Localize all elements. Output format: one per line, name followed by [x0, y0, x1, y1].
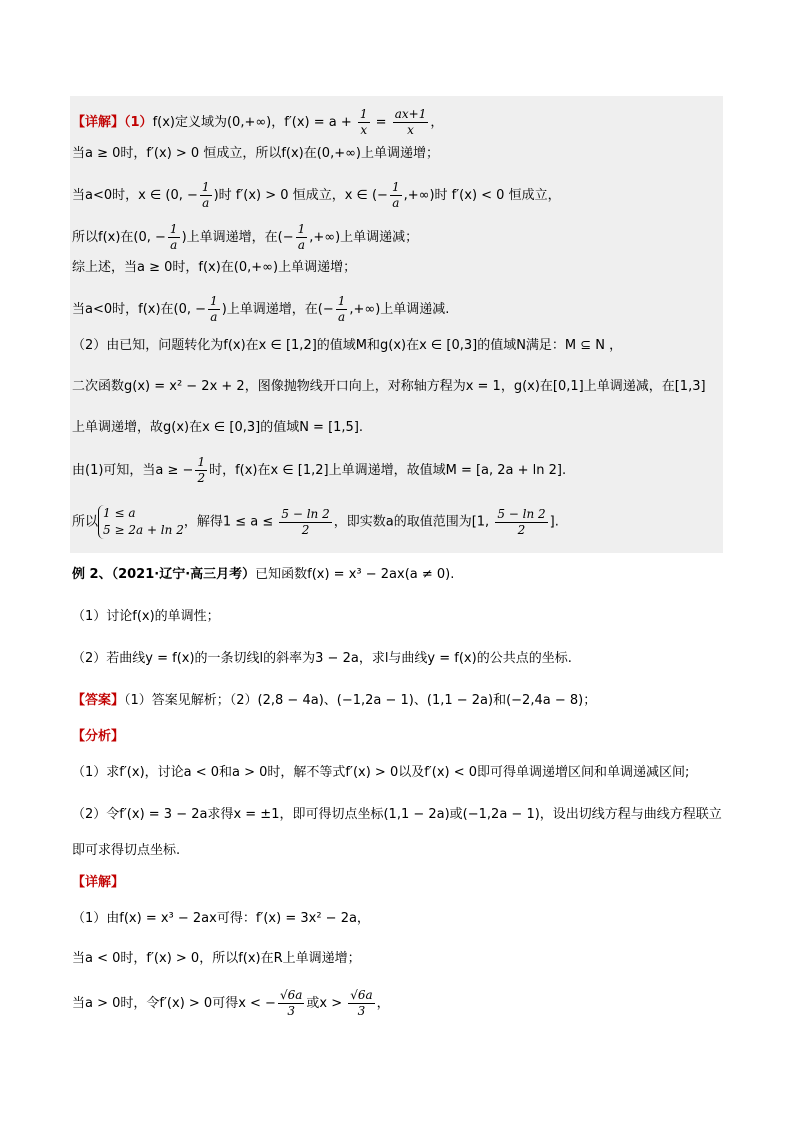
text-segment: )上单调递增，在(−: [181, 230, 294, 245]
text-line: （1）讨论f(x)的单调性；: [72, 609, 220, 624]
example-heading: [72, 566, 454, 584]
text-line: 上单调递增，故g(x)在x ∈ [0,3]的值域N = [1,5].: [72, 420, 364, 435]
fraction: $\frac{√6a}{3}$: [279, 988, 303, 1018]
part-1-label: （1）: [124, 115, 153, 130]
fraction: $\frac{1}{a}$: [210, 294, 218, 324]
text-segment: 所以: [72, 514, 99, 530]
text-segment: 所以f(x)在(0, −: [72, 230, 166, 245]
detail-label: 【详解】: [72, 115, 125, 130]
text-line: [72, 505, 559, 539]
answer-label: 【答案】: [72, 693, 125, 708]
text-line: 当a < 0时，f′(x) > 0，所以f(x)在R上单调递增；: [72, 951, 361, 966]
text-segment: 已知函数f(x) = x³ − 2ax(a ≠ 0).: [255, 567, 455, 582]
text-line: [72, 294, 449, 325]
text-segment: 由(1)可知，当a ≥ −: [72, 463, 194, 478]
text-line: [72, 988, 390, 1019]
fraction: $\frac{1}{2}$: [197, 455, 206, 485]
text-segment: ，即实数a的取值范围为[1,: [333, 514, 494, 530]
fraction: $\frac{√6a}{3}$: [350, 988, 373, 1018]
text-segment: f(x)定义域为(0,+∞)，f′(x) = a +: [152, 115, 356, 130]
text-line: 当a ≥ 0时，f′(x) > 0 恒成立，所以f(x)在(0,+∞)上单调递增；: [72, 146, 440, 161]
text-segment: 或x >: [306, 996, 347, 1011]
text-segment: ，: [430, 115, 444, 130]
solution-heading-line: [72, 107, 443, 138]
fraction: $\frac{5 - \ln 2}{2}$: [497, 506, 546, 537]
text-line: 即可求得切点坐标.: [72, 843, 181, 858]
text-line: （2）由已知，问题转化为f(x)在x ∈ [1,2]的值域M和g(x)在x ∈ [0,3]的值域N满足：M ⊆ N ，: [72, 338, 623, 353]
answer-line: [72, 692, 596, 710]
text-line: （2）若曲线y = f(x)的一条切线l的斜率为3 − 2a，求l与曲线y = f(x)的公共点的坐标.: [72, 651, 572, 666]
text-segment: ,+∞)上单调递减.: [349, 302, 450, 317]
text-line: 综上述，当a ≥ 0时，f(x)在(0,+∞)上单调递增；: [72, 260, 357, 275]
text-segment: ].: [549, 514, 559, 530]
fraction: $\frac{ax+1}{x}$: [394, 107, 427, 137]
fraction: $\frac{1}{a}$: [169, 222, 178, 252]
text-segment: =: [371, 115, 391, 130]
text-line: [72, 180, 561, 211]
text-line: （2）令f′(x) = 3 − 2a求得x = ±1，即可得切点坐标(1,1 − 2a)或(−1,2a − 1)，设出切线方程与曲线方程联立: [72, 807, 722, 822]
text-segment: ，: [376, 996, 390, 1011]
text-segment: )时 f′(x) > 0 恒成立，x ∈ (−: [213, 188, 388, 203]
text-segment: 当a<0时，x ∈ (0, −: [72, 188, 198, 203]
fraction: $\frac{1}{a}$: [297, 222, 306, 252]
fraction: $\frac{1}{x}$: [359, 107, 368, 137]
text-segment: ，解得1 ≤ a ≤: [183, 514, 278, 530]
example-label: 例 2、: [72, 567, 112, 582]
text-segment: ,+∞)上单调递减；: [309, 230, 419, 245]
text-line: （1）求f′(x)，讨论a < 0和a > 0时，解不等式f′(x) > 0以及f′(x) < 0即可得单调递增区间和单调递减区间;: [72, 765, 690, 780]
text-line: [72, 222, 418, 253]
detail-label: 【详解】: [72, 875, 125, 890]
text-line: （1）由f(x) = x³ − 2ax可得：f′(x) = 3x² − 2a，: [72, 911, 370, 926]
fraction: $\frac{1}{a}$: [201, 180, 210, 210]
text-segment: ,+∞)时 f′(x) < 0 恒成立，: [403, 188, 561, 203]
text-segment: )上单调递增，在(−: [221, 302, 334, 317]
text-line: 二次函数g(x) = x² − 2x + 2，图像抛物线开口向上，对称轴方程为x = 1，g(x)在[0,1]上单调递减，在[1,3]: [72, 379, 706, 394]
example-source: （2021·辽宁·高三月考）: [111, 567, 256, 582]
text-segment: 当a > 0时，令f′(x) > 0可得x < −: [72, 996, 276, 1011]
fraction: $\frac{5 - \ln 2}{2}$: [281, 506, 330, 537]
text-line: [72, 455, 566, 486]
text-segment: 时，f(x)在x ∈ [1,2]上单调递增，故值域M = [a, 2a + ln 2].: [209, 463, 567, 478]
fraction: $\frac{1}{a}$: [391, 180, 400, 210]
text-segment: 当a<0时，f(x)在(0, −: [72, 302, 207, 317]
text-segment: （1）答案见解析；（2）(2,8 − 4a)、(−1,2a − 1)、(1,1 − 2a)和(−2,4a − 8)；: [124, 693, 597, 708]
inequality-system: 1 ≤ a 5 ≥ 2a + ln 2: [98, 505, 184, 539]
fraction: $\frac{1}{a}$: [337, 294, 346, 324]
analysis-label: 【分析】: [72, 729, 125, 744]
